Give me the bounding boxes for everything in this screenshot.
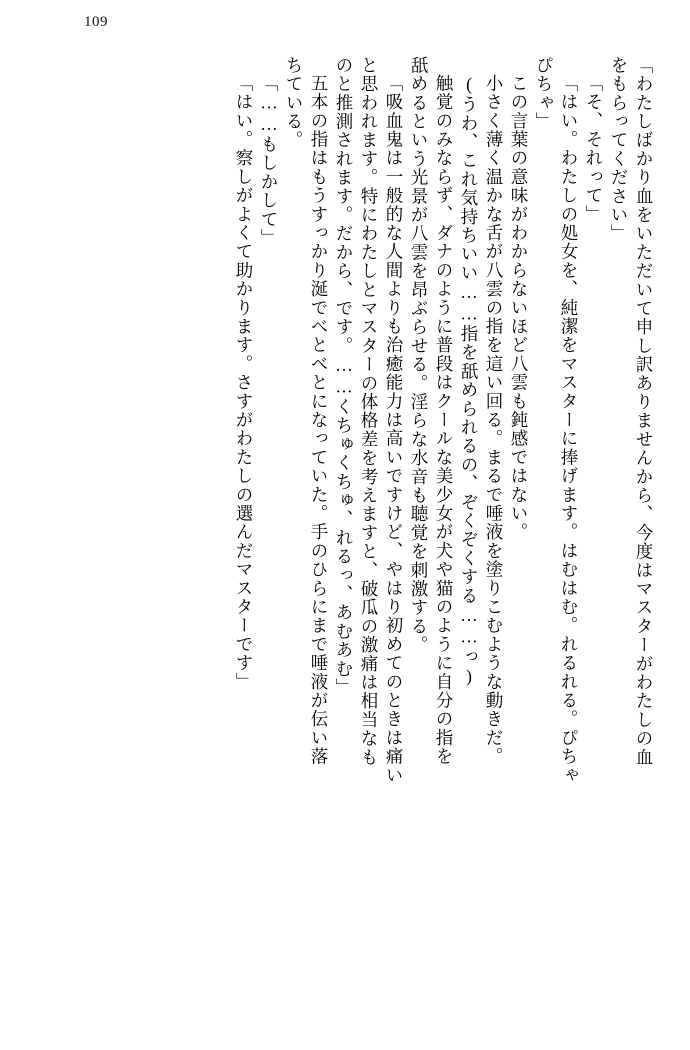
page-number: 109	[84, 14, 108, 30]
text-column: ちている。	[284, 56, 304, 150]
text-column: と思われます。特にわたしとマスターの体格差を考えますと、破瓜の激痛は相当なも	[359, 56, 379, 767]
text-column: この言葉の意味がわからないほど八雲も鈍感ではない。	[509, 74, 529, 542]
text-column: のと推測されます。だから、です。……くちゅくちゅ、れるっ、あむあむ」	[334, 56, 354, 697]
text-column: 触覚のみならず、ダナのように普段はクールな美少女が犬や猫のように自分の指を	[434, 74, 454, 766]
text-column: 「はい。察しがよくて助かります。さすがわたしの選んだマスターです」	[234, 74, 254, 692]
text-column: 「……もしかして」	[259, 74, 279, 248]
text-column: 舐めるという光景が八雲を昂ぶらせる。淫らな水音も聴覚を刺激する。	[409, 56, 429, 655]
text-column: 小さく薄く温かな舌が八雲の指を這い回る。まるで唾液を塗りこむような動きだ。	[484, 74, 504, 766]
text-column: をもらってください」	[609, 56, 629, 243]
text-column: 五本の指はもうすっかり涎でべとべとになっていた。手のひらにまで唾液が伝い落	[309, 74, 329, 766]
text-column: 「そ、それって」	[584, 74, 604, 224]
text-column: 「わたしばかり血をいただいて申し訳ありませんから、今度はマスターがわたしの血	[634, 56, 654, 767]
text-column: (うわ、これ気持ちいい……指を舐められるの、ぞくぞくする……っ)	[459, 74, 479, 688]
text-column: 「吸血鬼は一般的な人間よりも治癒能力は高いですけど、やはり初めてのときは痛い	[384, 74, 404, 785]
vertical-text-body	[38, 56, 652, 1016]
text-column: 「はい。わたしの処女を、純潔をマスターに捧げます。はむはむ。れるれる。ぴちゃ	[559, 74, 579, 785]
text-column: ぴちゃ」	[534, 56, 554, 131]
